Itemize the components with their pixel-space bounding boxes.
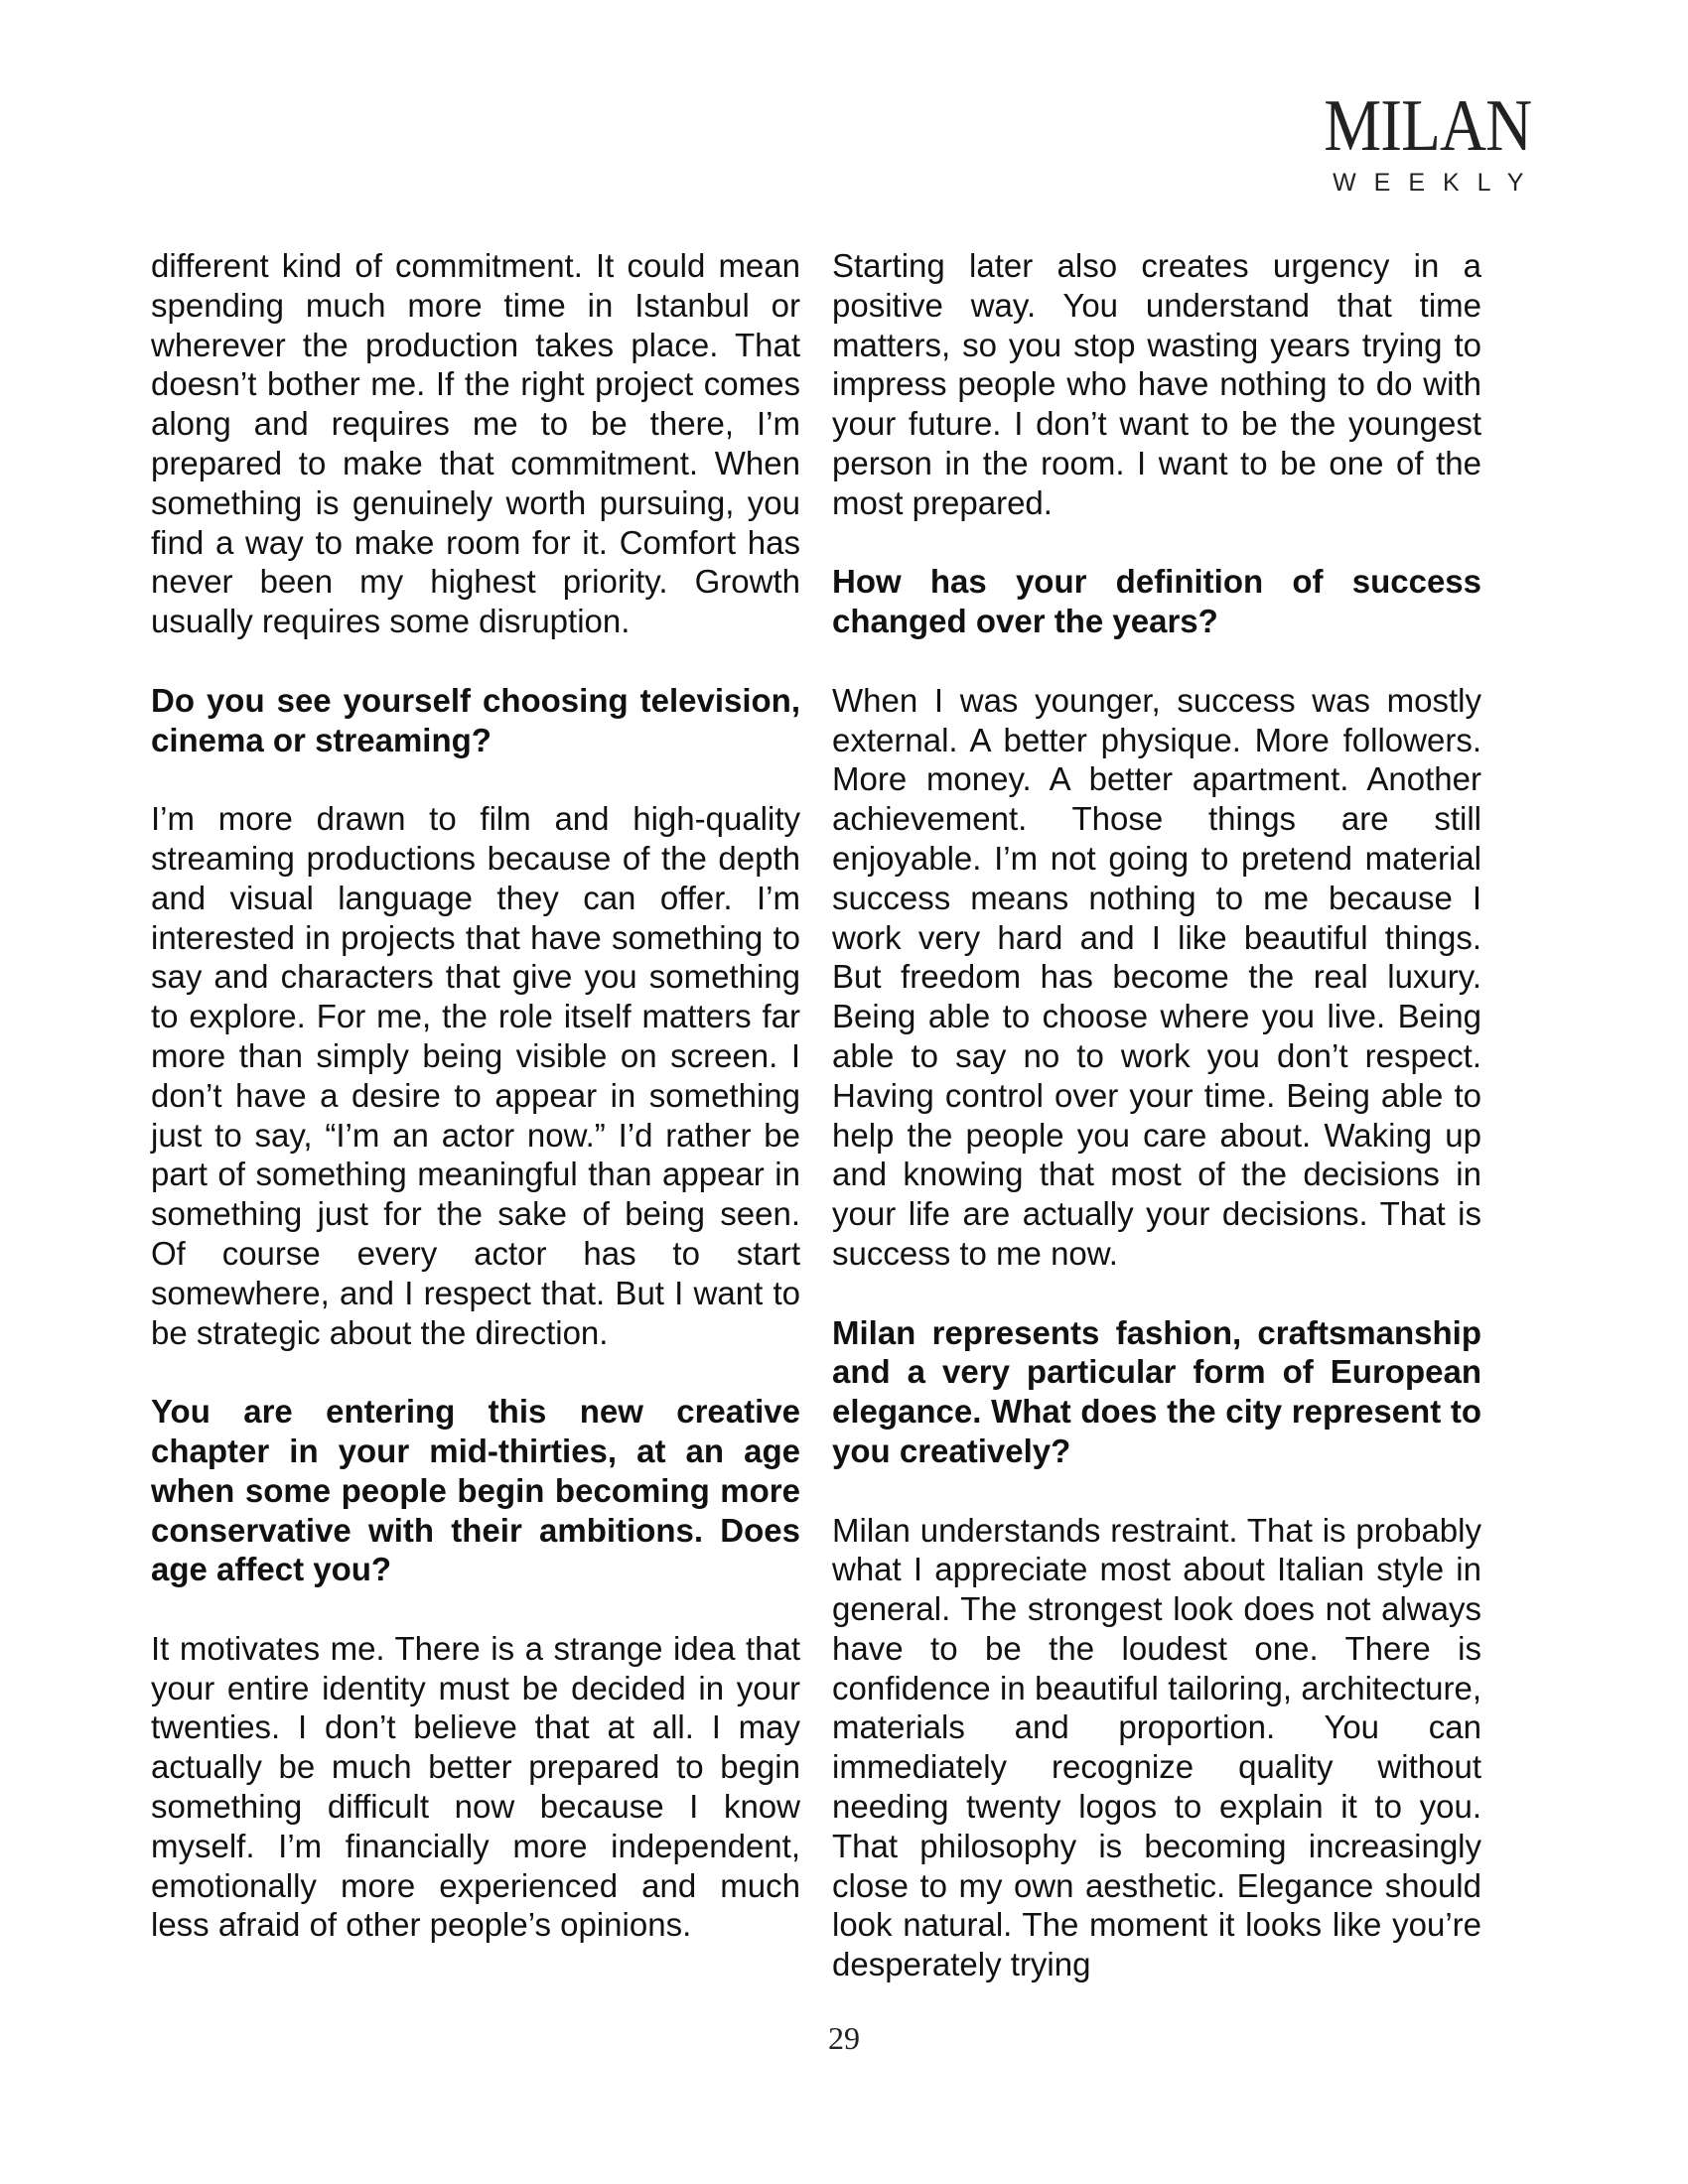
question-heading: Milan represents fashion, craftsmanship and a very particular form of European elegance. What does the city represent to you creatively? bbox=[832, 1313, 1481, 1469]
page-number: 29 bbox=[828, 2020, 860, 2056]
answer-paragraph: It motivates me. There is a strange idea that your entire identity must be decided in your twenties. I don’t believe that at all. I may actually be much better prepared to begin something difficult now because I know myself. I’m financially more independent, emotionally more experienced and much less afraid of other people’s opinions. bbox=[151, 1629, 800, 1944]
masthead-subtitle: WEEKLY bbox=[1333, 169, 1542, 197]
right-column bbox=[832, 246, 1481, 1984]
masthead-brand: MILAN bbox=[1324, 85, 1532, 167]
answer-paragraph: When I was younger, success was mostly external. A better physique. More followers. More money. A better apartment. Another achievement. Those things are still enjoyable. I’m not going to pretend material success means nothing to me because I work very hard and I like beautiful things. But freedom has become the real luxury. Being able to choose where you live. Being able to say no to work you don’t respect. Having control over your time. Being able to help the people you care about. Waking up and knowing that most of the decisions in your life are actually your decisions. That is success to me now. bbox=[832, 681, 1481, 1272]
answer-paragraph: Milan understands restraint. That is probably what I appreciate most about Italian style in general. The strongest look does not always have to be the loudest one. There is confidence in beautiful tailoring, architecture, materials and proportion. You can immediately recognize quality without needing twenty logos to explain it to you. That philosophy is becoming increasingly close to my own aesthetic. Elegance should look natural. The moment it looks like you’re desperately trying bbox=[832, 1511, 1481, 1983]
question-heading: You are entering this new creative chapter in your mid-thirties, at an age when some people begin becoming more conservative with their ambitions. Does age affect you? bbox=[151, 1393, 800, 1588]
answer-paragraph: I’m more drawn to film and high-quality streaming productions because of the depth and visual language they can offer. I’m interested in projects that have something to say and characters that give you something to explore. For me, the role itself matters far more than simply being visible on screen. I don’t have a desire to appear in something just to say, “I’m an actor now.” I’d rather be part of something meaningful than appear in something just for the sake of being seen. Of course every actor has to start somewhere, and I respect that. But I want to be strategic about the direction. bbox=[151, 800, 800, 1351]
answer-paragraph: Starting later also creates urgency in a positive way. You understand that time matters, so you stop wasting years trying to impress people who have nothing to do with your future. I don’t want to be the youngest person in the room. I want to be one of the most prepared. bbox=[832, 247, 1481, 521]
question-heading: Do you see yourself choosing television, cinema or streaming? bbox=[151, 681, 800, 758]
left-column bbox=[151, 246, 800, 1945]
question-heading: How has your definition of success changed over the years? bbox=[832, 563, 1481, 640]
answer-paragraph: different kind of commitment. It could mean spending much more time in Istanbul or wherever the production takes place. That doesn’t bother me. If the right project comes along and requires me to be there, I’m prepared to make that commitment. When something is genuinely worth pursuing, you find a way to make room for it. Comfort has never been my highest priority. Growth usually requires some disruption. bbox=[151, 247, 800, 640]
masthead-logo bbox=[1310, 85, 1546, 198]
